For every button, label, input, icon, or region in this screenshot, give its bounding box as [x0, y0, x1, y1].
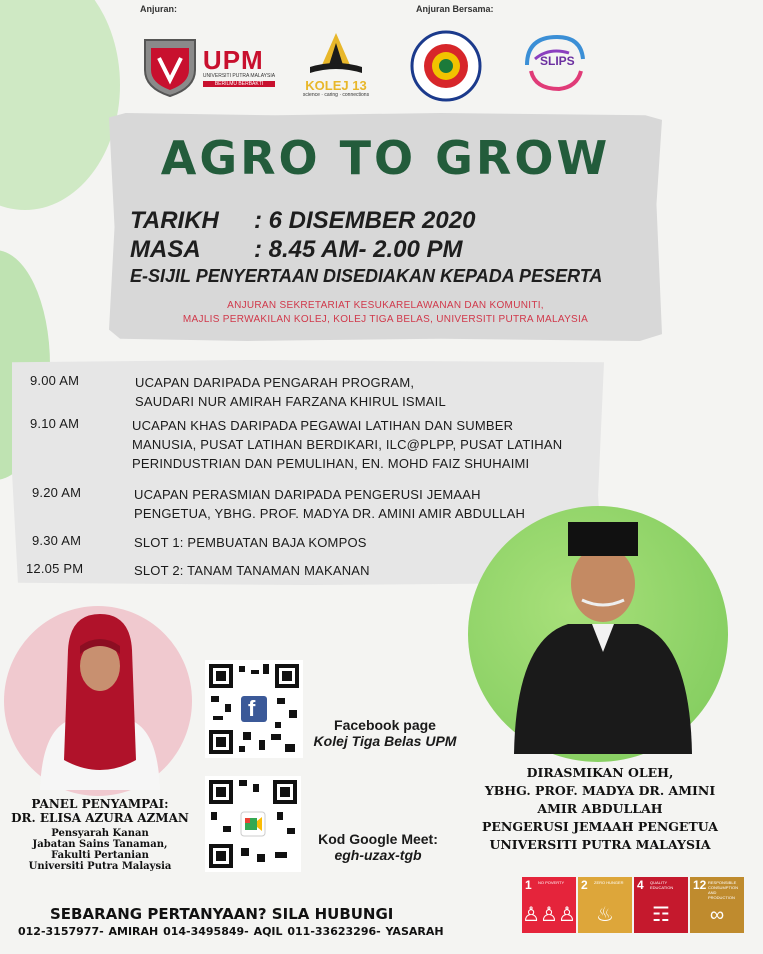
date-line: [130, 207, 475, 235]
schedule-text: PENGETUA, YBHG. PROF. MADYA DR. AMINI AMIR ABDULLAH: [134, 506, 526, 521]
panel-university: Universiti Putra Malaysia: [28, 861, 172, 872]
decor-blob-top: [0, 0, 120, 210]
sdg-tile-1: [522, 877, 576, 933]
contact-heading: SEBARANG PERTANYAAN? SILA HUBUNGI: [50, 905, 394, 923]
facebook-info: [310, 717, 460, 749]
panel-speaker-photo: [30, 610, 170, 790]
anjuran-bersama-label: Anjuran Bersama:: [416, 4, 494, 14]
meet-code[interactable]: egh-uzax-tgb: [334, 847, 422, 863]
schedule-time: 9.20 AM: [32, 485, 82, 500]
panel-role: PANEL PENYAMPAI:: [31, 797, 169, 811]
guest-info: [472, 764, 728, 854]
kolej13-logo: [296, 28, 376, 100]
sdg-number: 2: [581, 878, 588, 892]
schedule-text: UCAPAN KHAS DARIPADA PEGAWAI LATIHAN DAN SUMBER: [132, 418, 514, 433]
time-line: [130, 236, 463, 264]
time-key: MASA: [130, 236, 201, 263]
sdg-tile-12: [690, 877, 744, 933]
schedule-time: 9.10 AM: [30, 416, 80, 431]
infinity-icon: ∞: [709, 904, 725, 926]
date-value: : 6 DISEMBER 2020: [254, 207, 476, 234]
guest-of-honour-photo: [508, 520, 698, 754]
sdg-tile-2: [578, 877, 632, 933]
guest-name-2: AMIR ABDULLAH: [537, 801, 663, 816]
contact-phone-numbers[interactable]: 012-3157977- AMIRAH 014-3495849- AQIL 011-33623296- YASARAH: [18, 925, 444, 938]
slips-wordmark: SLIPS: [540, 54, 575, 68]
sdg-label: RESPONSIBLE CONSUMPTION AND PRODUCTION: [708, 880, 738, 900]
sdg-number: 1: [525, 878, 532, 892]
date-key: TARIKH: [130, 207, 219, 234]
schedule-text: SAUDARI NUR AMIRAH FARZANA KHIRUL ISMAIL: [135, 394, 446, 409]
schedule-text: UCAPAN DARIPADA PENGARAH PROGRAM,: [135, 375, 415, 390]
organizer-line-1: ANJURAN SEKRETARIAT KESUKARELAWANAN DAN KOMUNITI,: [227, 300, 544, 311]
meet-label: Kod Google Meet:: [318, 831, 438, 847]
upm-fullname: UNIVERSITI PUTRA MALAYSIA: [202, 73, 276, 79]
kolej13-tagline: science · caring · connections: [302, 91, 370, 98]
schedule-text: SLOT 2: TANAM TANAMAN MAKANAN: [134, 563, 370, 578]
panel-department: Jabatan Sains Tanaman,: [32, 839, 168, 850]
schedule-text: PERINDUSTRIAN DAN PEMULIHAN, EN. MOHD FAIZ SHUHAIMI: [132, 456, 530, 471]
sdg-label: ZERO HUNGER: [594, 880, 624, 885]
schedule-text: UCAPAN PERASMIAN DARIPADA PENGERUSI JEMAAH: [134, 487, 481, 502]
guest-name-1: YBHG. PROF. MADYA DR. AMINI: [484, 783, 716, 798]
schedule-time: 12.05 PM: [26, 561, 84, 576]
majlis-belia-logo: [408, 30, 484, 102]
bowl-icon: ♨: [596, 904, 614, 926]
upm-motto: BERILMU BERBAKTI: [203, 81, 275, 87]
anjuran-label: Anjuran:: [140, 4, 177, 14]
facebook-label: Facebook page: [334, 717, 436, 733]
google-meet-qr-code[interactable]: [205, 776, 301, 872]
certificate-note: E-SIJIL PENYERTAAN DISEDIAKAN KEPADA PESERTA: [130, 266, 603, 286]
upm-wordmark: UPM: [202, 45, 264, 75]
sdg-label: QUALITY EDUCATION: [650, 880, 674, 890]
book-icon: ☶: [652, 904, 670, 926]
panel-name: DR. ELISA AZURA AZMAN: [11, 811, 189, 825]
guest-opening: DIRASMIKAN OLEH,: [526, 765, 674, 780]
panel-info: [0, 797, 200, 872]
kolej13-wordmark: KOLEJ 13: [305, 77, 367, 93]
schedule-text: MANUSIA, PUSAT LATIHAN BERDIKARI, ILC@PLPP, PUSAT LATIHAN: [132, 437, 563, 452]
organizer-line-2: MAJLIS PERWAKILAN KOLEJ, KOLEJ TIGA BELAS, UNIVERSITI PUTRA MALAYSIA: [182, 314, 589, 325]
time-value: : 8.45 AM- 2.00 PM: [254, 236, 463, 263]
slips-logo: [518, 28, 590, 96]
sdg-label: NO POVERTY: [538, 880, 565, 885]
sdg-tile-4: [634, 877, 688, 933]
guest-position: PENGERUSI JEMAAH PENGETUA: [482, 819, 718, 834]
sdg-number: 4: [637, 878, 644, 892]
schedule-text: SLOT 1: PEMBUATAN BAJA KOMPOS: [134, 535, 367, 550]
sdg-number: 12: [693, 878, 707, 892]
upm-logo: [138, 36, 278, 98]
panel-title: Pensyarah Kanan: [51, 828, 149, 839]
panel-faculty: Fakulti Pertanian: [51, 850, 149, 861]
meet-info: [308, 831, 448, 863]
schedule-time: 9.00 AM: [30, 373, 80, 388]
facebook-qr-code[interactable]: [205, 660, 303, 758]
event-title: AGRO TO GROW: [160, 131, 611, 185]
schedule-time: 9.30 AM: [32, 533, 82, 548]
guest-university: UNIVERSITI PUTRA MALAYSIA: [489, 837, 711, 852]
people-icon: ♙♙♙: [522, 904, 576, 926]
facebook-page-name[interactable]: Kolej Tiga Belas UPM: [313, 733, 457, 749]
facebook-icon: f: [248, 696, 256, 721]
